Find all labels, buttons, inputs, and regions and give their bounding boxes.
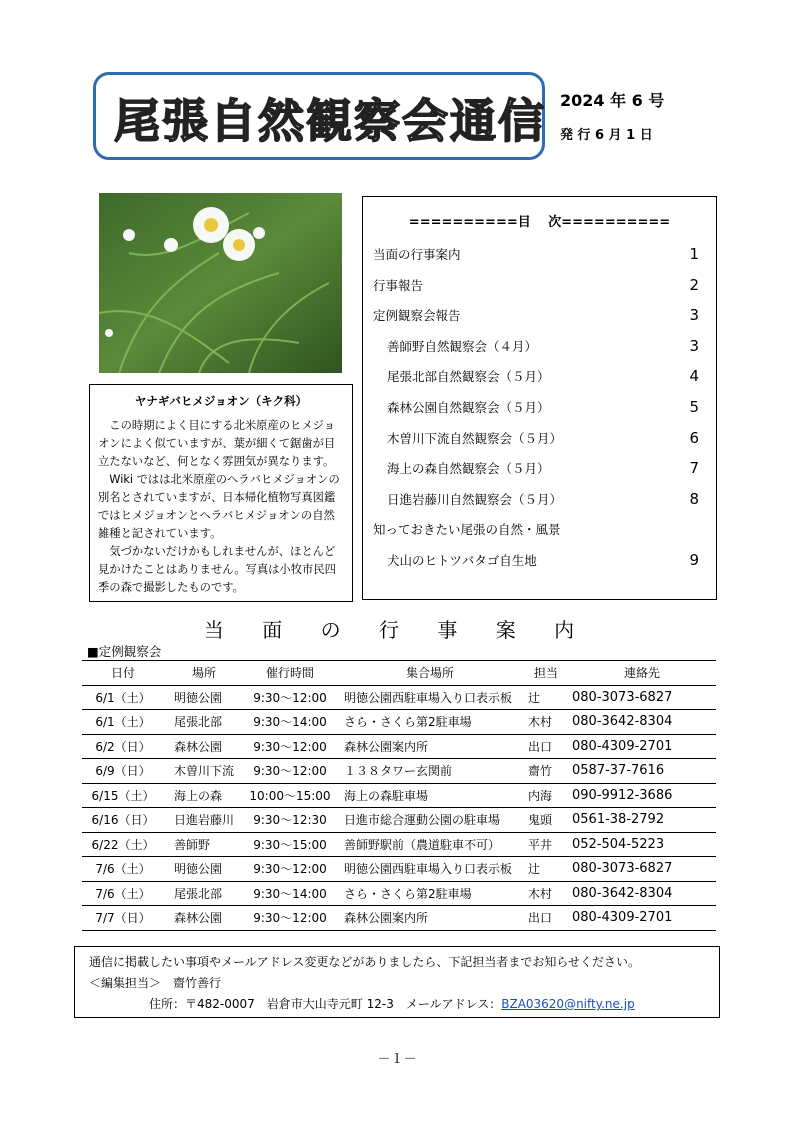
row-date: 6/15（土）: [82, 783, 164, 808]
table-row: [82, 710, 716, 735]
row-time: 9:30～12:00: [244, 857, 336, 882]
row-date: 6/1（土）: [82, 685, 164, 710]
toc-item-label: 木曽川下流自然観察会（５月）: [387, 430, 563, 446]
toc-item-page: 5: [689, 398, 699, 416]
row-meeting-place: 海上の森駐車場: [336, 783, 524, 808]
toc-item-page: 3: [689, 306, 699, 325]
row-staff: 出口: [524, 734, 568, 759]
flower-photo-icon: [99, 193, 342, 373]
row-date: 6/1（土）: [82, 710, 164, 735]
header-time: 催行時間: [244, 661, 336, 686]
editor-address: 住所：〒482-0007 岩倉市大山寺元町 12-3 メールアドレス：: [149, 997, 502, 1011]
toc-item-page: 3: [689, 336, 699, 355]
row-contact: 0561-38-2792: [568, 808, 716, 833]
row-contact: 080-3073-6827: [568, 685, 716, 710]
caption-title: ヤナギバヒメジョオン（キク科）: [134, 394, 308, 408]
toc-item-label: 知っておきたい尾張の自然・風景: [373, 522, 561, 538]
toc-item: [373, 490, 699, 510]
row-contact: 080-4309-2701: [568, 906, 716, 931]
row-contact: 080-3642-8304: [568, 881, 716, 906]
row-staff: 辻: [524, 685, 568, 710]
header-date: 日付: [82, 661, 164, 686]
row-time: 9:30～15:00: [244, 832, 336, 857]
toc-item-label: 森林公園自然観察会（５月）: [387, 400, 550, 415]
editor-name: ＜編集担当＞ 齋竹善行: [89, 976, 222, 990]
row-staff: 齋竹: [524, 759, 568, 784]
toc-item: [373, 520, 699, 540]
row-staff: 鬼頭: [524, 808, 568, 833]
table-row: [82, 685, 716, 710]
row-date: 6/2（日）: [82, 734, 164, 759]
toc-item-page: 9: [689, 551, 699, 569]
toc-item: [373, 245, 699, 265]
row-place: 明徳公園: [164, 685, 244, 710]
toc-item-page: 1: [689, 245, 699, 263]
toc-item: [373, 306, 699, 326]
toc-item-label: 海上の森自然観察会（５月）: [387, 461, 550, 477]
caption-body: [90, 409, 352, 597]
row-staff: 辻: [524, 857, 568, 882]
row-date: 7/6（土）: [82, 857, 164, 882]
row-staff: 平井: [524, 832, 568, 857]
toc-item: [373, 459, 699, 479]
row-place: 海上の森: [164, 783, 244, 808]
toc-item-page: 2: [689, 275, 699, 294]
row-place: 尾張北部: [164, 710, 244, 735]
row-staff: 出口: [524, 906, 568, 931]
row-place: 尾張北部: [164, 881, 244, 906]
row-date: 6/9（日）: [82, 759, 164, 784]
table-of-contents: [362, 196, 717, 600]
contact-info-box: [74, 946, 720, 1018]
row-time: 10:00～15:00: [244, 783, 336, 808]
row-meeting-place: 森林公園案内所: [336, 734, 524, 759]
table-row: [82, 857, 716, 882]
editor-address-line: [149, 995, 635, 1012]
row-date: 6/16（日）: [82, 808, 164, 833]
toc-item-page: 8: [689, 489, 699, 508]
table-row: [82, 881, 716, 906]
row-staff: 内海: [524, 783, 568, 808]
table-row: [82, 734, 716, 759]
row-staff: 木村: [524, 710, 568, 735]
row-contact: 0587-37-7616: [568, 759, 716, 784]
row-time: 9:30～14:00: [244, 881, 336, 906]
row-time: 9:30～12:30: [244, 808, 336, 833]
row-place: 森林公園: [164, 734, 244, 759]
toc-item-label: 行事報告: [373, 277, 424, 293]
row-meeting-place: 善師野駅前（農道駐車不可）: [336, 832, 524, 857]
email-link[interactable]: BZA03620@nifty.ne.jp: [501, 997, 635, 1011]
issue-number: 2024 年 6 号: [560, 91, 665, 110]
row-place: 木曽川下流: [164, 759, 244, 784]
table-row: [82, 808, 716, 833]
row-time: 9:30～12:00: [244, 734, 336, 759]
row-meeting-place: さら・さくら第2駐車場: [336, 881, 524, 906]
row-contact: 052-504-5223: [568, 832, 716, 857]
row-contact: 080-3642-8304: [568, 710, 716, 735]
row-date: 7/7（日）: [82, 906, 164, 931]
row-time: 9:30～12:00: [244, 685, 336, 710]
row-meeting-place: 日進市総合運動公園の駐車場: [336, 808, 524, 833]
header-meeting-place: 集合場所: [336, 661, 524, 686]
masthead: [93, 72, 545, 160]
row-contact: 090-9912-3686: [568, 783, 716, 808]
row-staff: 木村: [524, 881, 568, 906]
header-staff: 担当: [524, 661, 568, 686]
row-place: 日進岩藤川: [164, 808, 244, 833]
issue-date: 発 行 6 月 1 日: [560, 128, 653, 143]
toc-item-page: 4: [689, 367, 699, 386]
page-number: －１－: [377, 1052, 417, 1067]
toc-item: [373, 367, 699, 387]
table-row: [82, 759, 716, 784]
toc-item: [373, 337, 699, 357]
toc-heading: ==========目 次==========: [408, 215, 671, 230]
schedule-table: [82, 660, 716, 931]
table-row: [82, 783, 716, 808]
toc-item-label: 尾張北部自然観察会（５月）: [387, 369, 550, 385]
caption-paragraph: Wiki ではは北米原産のヘラバヒメジョオンの別名とされていますが、日本帰化植物写真図鑑ではヒメジョオンとヘラバヒメジョオンの自然雑種と記されています。: [98, 473, 340, 540]
row-time: 9:30～12:00: [244, 906, 336, 931]
toc-item: [373, 276, 699, 296]
row-meeting-place: 森林公園案内所: [336, 906, 524, 931]
table-header-row: [82, 661, 716, 686]
row-meeting-place: 明徳公園西駐車場入り口表示板: [336, 857, 524, 882]
toc-item-label: 犬山のヒトツバタゴ自生地: [387, 553, 537, 568]
row-meeting-place: 明徳公園西駐車場入り口表示板: [336, 685, 524, 710]
toc-item: [373, 429, 699, 449]
toc-item-page: 6: [689, 428, 699, 447]
row-contact: 080-3073-6827: [568, 857, 716, 882]
row-contact: 080-4309-2701: [568, 734, 716, 759]
row-place: 明徳公園: [164, 857, 244, 882]
row-time: 9:30～14:00: [244, 710, 336, 735]
photo-caption-box: [89, 384, 353, 602]
contact-note: 通信に掲載したい事項やメールアドレス変更などがありましたら、下記担当者までお知らせください。: [89, 955, 641, 969]
table-row: [82, 906, 716, 931]
header-place: 場所: [164, 661, 244, 686]
caption-paragraph: この時期によく目にする北米原産のヒメジョオンによく似ていますが、葉が細くて鋸歯が目立たないなど、何となく雰囲気が異なります。: [98, 419, 336, 468]
row-date: 6/22（土）: [82, 832, 164, 857]
toc-item-label: 定例観察会報告: [373, 308, 461, 324]
schedule-title: 当 面 の 行 事 案 内: [203, 618, 591, 642]
newsletter-title: 尾張自然観察会通信: [114, 94, 546, 148]
header-contact: 連絡先: [568, 661, 716, 686]
row-place: 善師野: [164, 832, 244, 857]
schedule-subtitle: ■定例観察会: [87, 644, 162, 659]
row-place: 森林公園: [164, 906, 244, 931]
row-date: 7/6（土）: [82, 881, 164, 906]
row-meeting-place: １３８タワー玄関前: [336, 759, 524, 784]
toc-item-label: 当面の行事案内: [373, 247, 461, 262]
toc-item: [373, 551, 699, 571]
table-row: [82, 832, 716, 857]
caption-paragraph: 気づかないだけかもしれませんが、ほとんど見かけたことはありません。写真は小牧市民四季の森で撮影したものです。: [98, 545, 336, 594]
row-time: 9:30～12:00: [244, 759, 336, 784]
row-meeting-place: さら・さくら第2駐車場: [336, 710, 524, 735]
toc-item-label: 日進岩藤川自然観察会（５月）: [387, 491, 563, 507]
toc-item: [373, 398, 699, 418]
toc-item-page: 7: [689, 459, 699, 478]
toc-item-label: 善師野自然観察会（４月）: [387, 338, 538, 354]
